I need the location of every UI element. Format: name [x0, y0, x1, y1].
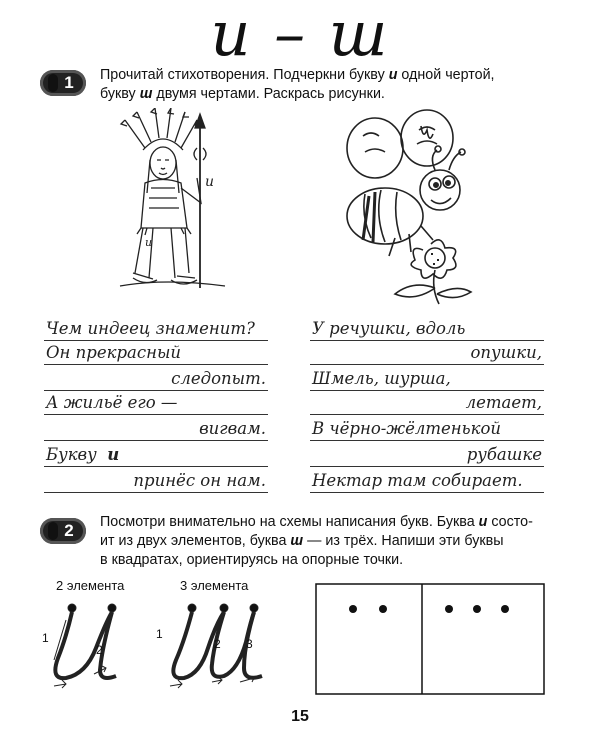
task-2-instructions: Посмотри внимательно на схемы написания букв. Буква и состо- ит из двух элементов, буква ш — из трёх. Напиши эти буквы в квадратах, ориентируясь на опорные точки. — [100, 514, 533, 568]
indian-illustration — [105, 108, 235, 293]
letter-i-scheme — [36, 598, 146, 693]
poem-right-line-3: Шмель, шурша, — [310, 368, 544, 391]
poem-right-line-5: В чёрно-жёлтенькой — [310, 418, 544, 441]
page-number: 15 — [291, 708, 309, 725]
task-2-badge: 2 — [40, 518, 86, 544]
poem-left-line-2: Он прекрасный — [44, 342, 268, 365]
stroke-number-3: 1 — [156, 627, 163, 641]
poem-left-line-3: следопыт. — [44, 368, 268, 391]
poem-left-line-7: принёс он нам. — [44, 470, 268, 493]
task-1-instructions: Прочитай стихотворения. Подчеркни букву и одной чертой, букву ш двумя чертами. Раскрась рисунки. — [100, 67, 495, 102]
svg-text:и: и — [145, 236, 153, 249]
poem-right-line-7: Нектар там собирает. — [310, 470, 544, 493]
poem-left-line-4: А жильё его — — [44, 392, 268, 415]
guide-dot — [501, 605, 509, 613]
poem-right-line-2: опушки, — [310, 342, 544, 365]
label-three-elements: 3 элемента — [180, 578, 249, 593]
stroke-number-2: 2 — [96, 643, 103, 657]
poem-left-line-5: вигвам. — [44, 418, 268, 441]
guide-dot — [349, 605, 357, 613]
poem-right-line-4: летает, — [310, 392, 544, 415]
page-title: и – ш — [210, 0, 390, 70]
writing-squares[interactable] — [315, 583, 545, 695]
poem-right-line-6: рубашке — [310, 444, 544, 467]
bee-illustration — [335, 108, 475, 308]
task-1-badge: 1 — [40, 70, 86, 96]
guide-dot — [379, 605, 387, 613]
guide-dot — [473, 605, 481, 613]
stroke-number-4: 2 — [214, 637, 221, 651]
label-two-elements: 2 элемента — [56, 578, 125, 593]
poem-left-line-1: Чем индеец знаменит? — [44, 318, 268, 341]
letter-sh-scheme — [152, 598, 292, 693]
poem-right-line-1: У речушки, вдоль — [310, 318, 544, 341]
stroke-number-1: 1 — [42, 631, 49, 645]
svg-text:и: и — [205, 174, 215, 190]
poem-left-line-6: Букву и — [44, 444, 268, 467]
guide-dot — [445, 605, 453, 613]
stroke-number-5: 3 — [246, 637, 253, 651]
